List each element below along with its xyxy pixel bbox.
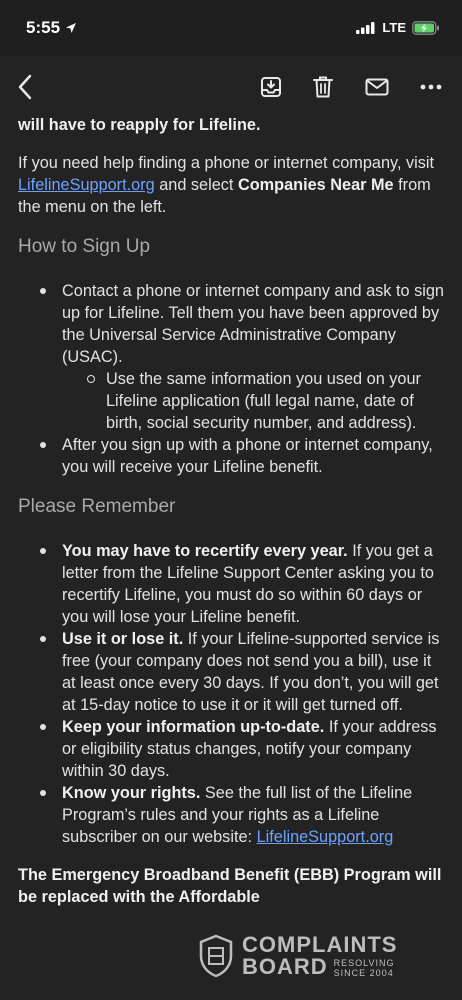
status-bar <box>0 0 462 56</box>
ebb-bold-text: The Emergency Broadband Benefit (EBB) Program will be replaced with the Affordable <box>18 866 442 906</box>
complaints-board-watermark <box>198 934 397 978</box>
list-item: After you sign up with a phone or internet company, you will receive your Lifeline benefit. <box>18 434 444 478</box>
cellular-signal-icon <box>356 22 376 34</box>
please-remember-heading: Please Remember <box>18 496 176 517</box>
help-text-before: If you need help finding a phone or internet company, visit <box>18 154 435 172</box>
watermark-line2: BOARD <box>242 954 328 979</box>
know-rights-text: See the full list of the Lifeline Program’s rules and your rights as a Lifeline subscriber on our website: <box>62 784 413 846</box>
sign-up-step-text: Contact a phone or internet company and ask to sign up for Lifeline. Tell them you have been approved by the Universal Service Administrative Company (USAC). <box>62 282 444 366</box>
watermark-line1: COMPLAINTS <box>242 932 398 957</box>
battery-charging-icon <box>412 21 440 35</box>
remember-list <box>18 540 444 848</box>
watermark-tag1: RESOLVING <box>333 958 395 968</box>
help-text-middle: and select <box>154 176 238 194</box>
list-item <box>18 540 444 628</box>
help-text-after: from the menu on the left. <box>18 176 431 216</box>
sign-up-sublist <box>62 368 444 434</box>
watermark-row <box>242 956 397 978</box>
shield-logo-icon <box>198 934 234 978</box>
location-arrow-icon <box>65 22 77 34</box>
ebb-paragraph <box>18 864 444 908</box>
mark-unread-button[interactable] <box>360 70 394 104</box>
list-item <box>18 782 444 848</box>
lifeline-support-link-2[interactable]: LifelineSupport.org <box>256 828 394 846</box>
watermark-tag2: SINCE 2004 <box>333 968 394 978</box>
help-paragraph <box>18 152 444 218</box>
network-type: LTE <box>382 20 406 35</box>
watermark-tagline <box>334 958 395 978</box>
use-it-text: If your Lifeline-supported service is free (your company does not send you a bill), use it at least once every 30 days. If you don’t, you will get at 15-day notice to use it or it will get turned off. <box>62 630 440 714</box>
list-item <box>18 280 444 434</box>
status-time: 5:55 <box>26 18 77 38</box>
recertify-text: If you get a letter from the Lifeline Support Center asking you to recertify Lifeline, you must do so within 60 days or you will lose your Lifeline benefit. <box>62 542 434 626</box>
recertify-bold-text: You may have to recertify every year. <box>62 542 348 560</box>
more-horizontal-icon <box>420 84 442 90</box>
chevron-left-icon <box>17 74 33 100</box>
more-button[interactable] <box>414 70 448 104</box>
status-indicators <box>356 20 440 35</box>
keep-info-text: If your address or eligibility status changes, notify your company within 30 days. <box>62 718 437 780</box>
keep-info-bold-text: Keep your information up-to-date. <box>62 718 325 736</box>
list-item: Use the same information you used on your Lifeline application (full legal name, date of birth, social security number, and address). <box>62 368 444 434</box>
lifeline-support-link[interactable]: LifelineSupport.org <box>18 176 155 194</box>
email-toolbar <box>0 56 462 118</box>
use-it-bold-text: Use it or lose it. <box>62 630 184 648</box>
sign-up-heading: How to Sign Up <box>18 236 151 257</box>
sign-up-list <box>18 280 444 478</box>
email-body <box>18 114 444 924</box>
envelope-icon <box>365 78 389 96</box>
back-button[interactable] <box>8 70 42 104</box>
archive-download-icon <box>260 76 282 98</box>
companies-near-me-text: Companies Near Me <box>237 176 394 194</box>
list-item <box>18 716 444 782</box>
reapply-line <box>18 114 444 136</box>
know-rights-bold-text: Know your rights. <box>62 784 201 802</box>
trash-icon <box>312 75 334 99</box>
reapply-bold-text: will have to reapply for Lifeline. <box>18 116 261 134</box>
watermark-text <box>242 934 397 978</box>
list-item <box>18 628 444 716</box>
archive-button[interactable] <box>254 70 288 104</box>
delete-button[interactable] <box>306 70 340 104</box>
